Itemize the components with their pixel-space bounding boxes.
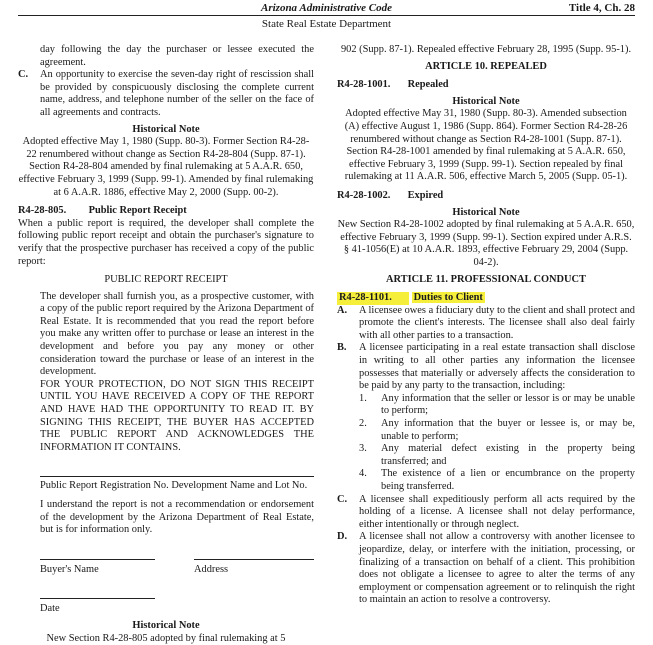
left-column xyxy=(18,44,314,645)
section-text: When a public report is required, the developer shall complete the following public report receipt and obtain the purchaser's signature to verify that the prospective purchaser has received a copy of the public report: xyxy=(18,217,314,267)
list-item-label: 4. xyxy=(359,468,367,480)
buyer-signature-labels xyxy=(18,564,314,577)
address-line xyxy=(194,549,314,560)
list-item-text: Any material defect existing in the property being transferred; and xyxy=(381,443,635,467)
buyer-name-label: Buyer's Name xyxy=(40,563,99,575)
section-number-highlighted: R4-28-1101. xyxy=(337,292,409,305)
date-signature-line-row xyxy=(18,588,314,599)
list-item-label: 3. xyxy=(359,443,367,455)
list-item xyxy=(337,393,635,418)
article-10-heading: ARTICLE 10. REPEALED xyxy=(425,60,547,72)
historical-note-title-2: Historical Note xyxy=(132,619,200,631)
list-item-text: Any information that the buyer or lessee is, or may be, unable to perform; xyxy=(381,418,635,442)
subsection-label: B. xyxy=(337,342,347,354)
subsection-text: A licensee shall expeditiously perform all acts required by the holding of a license. A licensee shall not delay performance, either intentionally or through neglect. xyxy=(359,493,635,530)
historical-note-title: Historical Note xyxy=(132,123,200,135)
receipt-warning: FOR YOUR PROTECTION, DO NOT SIGN THIS RECEIPT UNTIL YOU HAVE RECEIVED A COPY OF THE REPORT AND HAVE HAD THE OPPORTUNITY TO READ IT. BY SIGNING THIS RECEIPT, THE BUYER HAS ACCEPTED THE PUBLIC REPORT AND ACKNOWLEDGES THE INFORMATION IT CONTAINS. xyxy=(40,378,314,453)
section-heading-1002 xyxy=(337,190,635,203)
section-title: Expired xyxy=(407,189,444,201)
list-item-label: 1. xyxy=(359,392,367,404)
code-title: Arizona Administrative Code xyxy=(260,2,392,14)
subsection-text: An opportunity to exercise the seven-day right of rescission shall be provided by conspicuously disclosing the complete current name, address, and telephone number of the seller on the face of all agreements and contracts. xyxy=(40,69,314,118)
date-label: Date xyxy=(40,603,60,615)
header-rule xyxy=(18,15,635,16)
section-number: R4-28-805. xyxy=(18,205,67,217)
address-label: Address xyxy=(194,563,229,575)
buyer-name-line xyxy=(40,549,155,560)
historical-note-title-2: Historical Note xyxy=(452,206,520,218)
list-item-text: Any information that the seller or lessor is or may be unable to perform; xyxy=(381,392,635,417)
subsection-c xyxy=(337,494,635,532)
historical-note-title: Historical Note xyxy=(452,95,520,107)
section-title-highlighted: Duties to Client xyxy=(413,292,483,304)
subsection-label: A. xyxy=(337,304,348,316)
historical-note-text: Adopted effective May 1, 1980 (Supp. 80-3). Former Section R4-28-22 renumbered without change as Section R4-28-804 (Supp. 87-1). Section R4-28-804 amended by final rulemaking at 5 A.A.R. 650, effective February 3, 1999 (Supp. 99-1). Amended by final rulemaking at 6 A.A.R. 1886, effective May 2, 2000 (Supp. 00-2). xyxy=(18,136,314,198)
historical-note-text: Adopted effective May 31, 1980 (Supp. 80-3). Amended subsection (A) effective August 1, 1986 (Supp. 864). Former Section R4-28-26 renumbered without change as Section R4-28-1001 (Supp. 87-1). Section R4-28-1001 amended by final rulemaking at 5 A.A.R. 650, effective February 3, 1999 (Supp. 99-1). Section repealed by final rulemaking at 11 A.A.R. 506, effective March 5, 2005 (Supp. 05-1). xyxy=(344,108,628,183)
receipt-paragraph: The developer shall furnish you, as a prospective customer, with a copy of the public report required by the Arizona Department of Real Estate. It is recommended that you read the report before you make any written offer to purchase or lease an interest in the development and before you pay any money or other consideration toward the purchase or lease of an interest in the development. xyxy=(40,290,314,378)
registration-signature-line xyxy=(40,454,314,477)
receipt-title: PUBLIC REPORT RECEIPT xyxy=(104,274,228,286)
buyer-signature-lines xyxy=(18,549,314,560)
list-item xyxy=(337,418,635,443)
subsection-text: A licensee shall not allow a controversy with another licensee to jeopardize, delay, or interfere with the initiation, processing, or finalizing of a transaction on behalf of a client. This prohibition does not obligate a licensee to agree to alter the terms of any employment or compensation agreement or to relinquish the right to maintain an action to resolve a controversy. xyxy=(359,531,635,606)
subsection-b xyxy=(337,342,635,392)
article-11-heading: ARTICLE 11. PROFESSIONAL CONDUCT xyxy=(386,273,586,285)
section-heading-805 xyxy=(18,205,314,218)
section-title: Public Report Receipt xyxy=(88,205,187,217)
section-number: R4-28-1002. xyxy=(337,189,391,201)
list-item xyxy=(337,443,635,468)
page-header xyxy=(0,0,653,34)
right-column xyxy=(337,44,635,607)
section-number: R4-28-1001. xyxy=(337,79,391,91)
section-title: Repealed xyxy=(407,79,449,91)
subsection-a xyxy=(337,305,635,343)
subsection-text: A licensee owes a fiduciary duty to the client and shall protect and promote the client's interests. The licensee shall also deal fairly with all other parties to a transaction. xyxy=(359,304,635,341)
subsection-d xyxy=(337,531,635,607)
registration-label: Public Report Registration No. Development Name and Lot No. xyxy=(40,480,308,492)
historical-note-text-2: New Section R4-28-1002 adopted by final rulemaking at 5 A.A.R. 650, effective February 3, 1999 (Supp. 99-1). Section expired under A.R.S. § 41-1056(E) at 10 A.A.R. 1893, effective February 29, 2004 (Supp. 04-2). xyxy=(337,219,635,268)
subsection-c xyxy=(18,69,314,119)
department-subtitle: State Real Estate Department xyxy=(261,18,392,30)
section-heading-1101 xyxy=(337,292,635,305)
list-item xyxy=(337,468,635,493)
subsection-text: A licensee participating in a real estate transaction shall disclose in writing to all other parties any information the licensee possesses that materially or adversely affects the consideration to be paid by any party to the transaction, including: xyxy=(359,342,635,392)
historical-note-text-2: New Section R4-28-805 adopted by final rulemaking at 5 xyxy=(46,632,286,644)
understand-statement: I understand the report is not a recommendation or endorsement of the development by the Arizona Department of Real Estate, but is for information only. xyxy=(40,499,314,536)
date-line xyxy=(40,588,155,599)
subsection-label: C. xyxy=(18,69,29,81)
list-item-label: 2. xyxy=(359,418,367,430)
list-item-text: The existence of a lien or encumbrance on the property being transferred. xyxy=(381,468,635,492)
subsection-label: D. xyxy=(337,531,348,543)
section-heading-1001 xyxy=(337,79,635,92)
subsection-label: C. xyxy=(337,493,348,505)
continued-history-text: 902 (Supp. 87-1). Repealed effective February 28, 1995 (Supp. 95-1). xyxy=(340,44,632,55)
continued-text: day following the day the purchaser or lessee executed the agreement. xyxy=(40,44,314,68)
chapter-label: Title 4, Ch. 28 xyxy=(568,2,635,14)
